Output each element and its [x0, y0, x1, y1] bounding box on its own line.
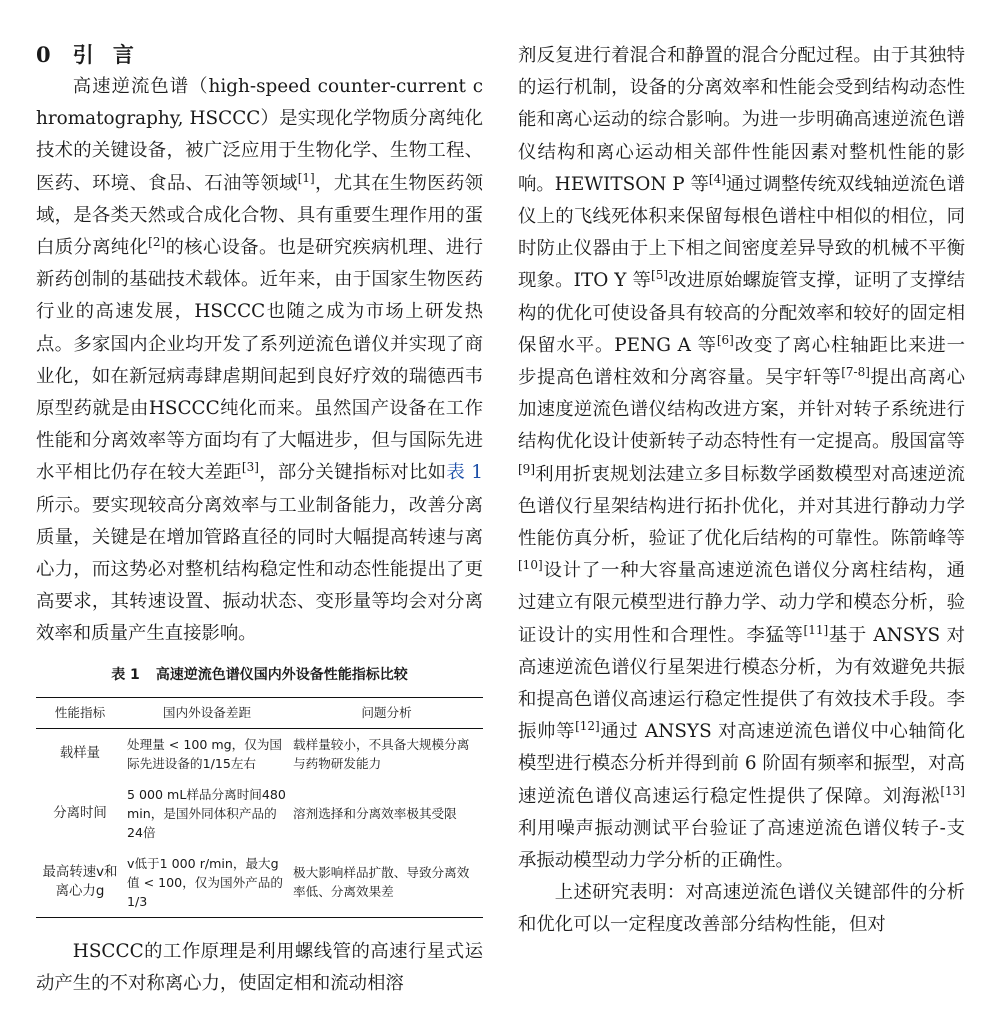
- table-cell: 处理量 < 100 mg，仅为国际先进设备的1/15左右: [127, 736, 283, 771]
- intro-paragraph-2: HSCCC的工作原理是利用螺线管的高速行星式运动产生的不对称离心力，使固定相和流动相溶: [36, 940, 483, 994]
- text-run: 改进原始螺旋管支撑，证明了支撑结构的优化可使设备具有较高的分配效率和较好的固定相保留水平。PENG A 等: [518, 270, 965, 356]
- table-row: [36, 779, 483, 848]
- text-run: ，部分关键指标对比如: [258, 462, 447, 484]
- right-column: [518, 40, 965, 942]
- table-cell: 分离时间: [53, 805, 107, 821]
- table-header-row: [36, 697, 483, 728]
- text-run: 提出高离心加速度逆流色谱仪结构改进方案，并针对转子系统进行结构优化设计使新转子动态特性有一定提高。殷国富等: [518, 367, 965, 453]
- section-heading: [36, 40, 483, 70]
- section-number: 0: [36, 42, 51, 67]
- table-row: [36, 728, 483, 779]
- text-run: ，尤其在生物医药领域，是各类天然或合成化合物、具有重要生理作用的蛋白质分离纯化: [36, 172, 483, 259]
- table-header-cell: 性能指标: [36, 697, 124, 728]
- text-run: 改变了离心柱轴距比来进一步提高色谱柱效和分离容量。吴宇轩等: [518, 334, 965, 389]
- citation-ref[interactable]: [1]: [297, 170, 315, 185]
- table-cell: 载样量较小，不具备大规模分离与药物研发能力: [293, 736, 470, 771]
- citation-ref[interactable]: [5]: [651, 268, 669, 283]
- text-run: 的核心设备。也是研究疾病机理、进行新药创制的基础技术载体。近年来，由于国家生物医药行业的高速发展，HSCCC也随之成为市场上研发热点。多家国内企业均开发了系列逆流色谱仪并实现了商业化，如在新冠病毒肆虐期间起到良好疗效的瑞德西韦原型药就是由HSCCC纯化而来。虽然国产设备在工作性能和分离效率等方面均有了大幅进步，但与国际先进水平相比仍存在较大差距: [36, 237, 483, 484]
- table-caption-title: 高速逆流色谱仪国内外设备性能指标比较: [155, 666, 408, 683]
- citation-ref[interactable]: [2]: [148, 235, 166, 250]
- text-run: 所示。要实现较高分离效率与工业制备能力，改善分离质量，关键是在增加管路直径的同时大幅提高转速与离心力，而这势必对整机结构稳定性和动态性能提出了更高要求，其转速设置、振动状态、变形量等均会对分离效率和质量产生直接影响。: [36, 494, 483, 645]
- text-run: 利用噪声振动测试平台验证了高速逆流色谱仪转子-支承振动模型动力学分析的正确性。: [518, 817, 965, 872]
- text-run: 设计了一种大容量高速逆流色谱仪分离柱结构，通过建立有限元模型进行静力学、动力学和模态分析，验证设计的实用性和合理性。李猛等: [518, 560, 965, 646]
- table-header-cell: 国内外设备差距: [124, 697, 290, 728]
- citation-ref[interactable]: [6]: [716, 332, 734, 347]
- table-row: [36, 848, 483, 918]
- text-run: 利用折衷规划法建立多目标数学函数模型对高速逆流色谱仪行星架结构进行拓扑优化，并对其进行静动力学性能仿真分析，验证了优化后结构的可靠性。陈箭峰等: [518, 463, 965, 550]
- citation-ref[interactable]: [12]: [575, 719, 600, 734]
- table-cell: v低于1 000 r/min，最大g值 < 100，仅为国外产品的1/3: [124, 848, 290, 918]
- section-title: 引 言: [72, 42, 140, 67]
- citation-ref[interactable]: [9]: [518, 461, 535, 476]
- citation-ref[interactable]: [13]: [940, 783, 965, 798]
- table-cell: 载样量: [59, 746, 101, 762]
- table-cell: 溶剂选择和分离效率极其受限: [293, 805, 457, 821]
- table-header-cell: 问题分析: [290, 697, 483, 728]
- citation-ref[interactable]: [3]: [241, 460, 259, 475]
- text-run: 基于 ANSYS 对高速逆流色谱仪行星架进行模态分析，为有效避免共振和提高色谱仪高速运行稳定性提供了有效技术手段。李振帅等: [518, 624, 965, 743]
- comparison-table: [36, 697, 483, 918]
- text-run: 通过 ANSYS 对高速逆流色谱仪中心轴简化模型进行模态分析并得到前 6 阶固有频率和振型，对高速逆流色谱仪高速运行稳定性提供了保障。刘海淞: [518, 721, 965, 807]
- intro-paragraph-1: [36, 71, 483, 651]
- text-run: 通过调整传统双线轴逆流色谱仪上的飞线死体积来保留每根色谱柱中相似的相位，同时防止仪器由于上下相之间密度差异导致的机械不平衡现象。ITO Y 等: [518, 173, 965, 292]
- table-caption: [36, 661, 483, 689]
- table-cell: 极大影响样品扩散、导致分离效率低、分离效果差: [290, 848, 483, 918]
- conclusion-paragraph: 上述研究表明：对高速逆流色谱仪关键部件的分析和优化可以一定程度改善部分结构性能，但对: [518, 882, 965, 936]
- table-cell: 最高转速v和离心力g: [36, 848, 124, 918]
- left-column: [36, 40, 483, 1000]
- table-caption-number: 表 1: [111, 666, 140, 683]
- citation-ref[interactable]: [4]: [708, 171, 726, 186]
- citation-ref[interactable]: [10]: [518, 558, 543, 573]
- citation-ref[interactable]: [7-8]: [841, 365, 870, 380]
- intro-paragraph-continued: [518, 40, 965, 877]
- text-run: 高速逆流色谱（high-speed counter-current chromatography, HSCCC）是实现化学物质分离纯化技术的关键设备，被广泛应用于生物化学、生物工程、医药、环境、食品、石油等领域: [36, 76, 483, 194]
- text-run: 剂反复进行着混合和静置的混合分配过程。由于其独特的运行机制，设备的分离效率和性能会受到结构动态性能和离心运动的综合影响。为进一步明确高速逆流色谱仪结构和离心运动相关部件性能因素对整机性能的影响。HEWITSON P 等: [518, 45, 965, 195]
- citation-ref[interactable]: [11]: [803, 622, 829, 637]
- spacer: [36, 918, 483, 936]
- table-1-link[interactable]: 表 1: [446, 462, 483, 484]
- table-cell: 5 000 mL样品分离时间480 min，是国外同体积产品的24倍: [127, 786, 286, 840]
